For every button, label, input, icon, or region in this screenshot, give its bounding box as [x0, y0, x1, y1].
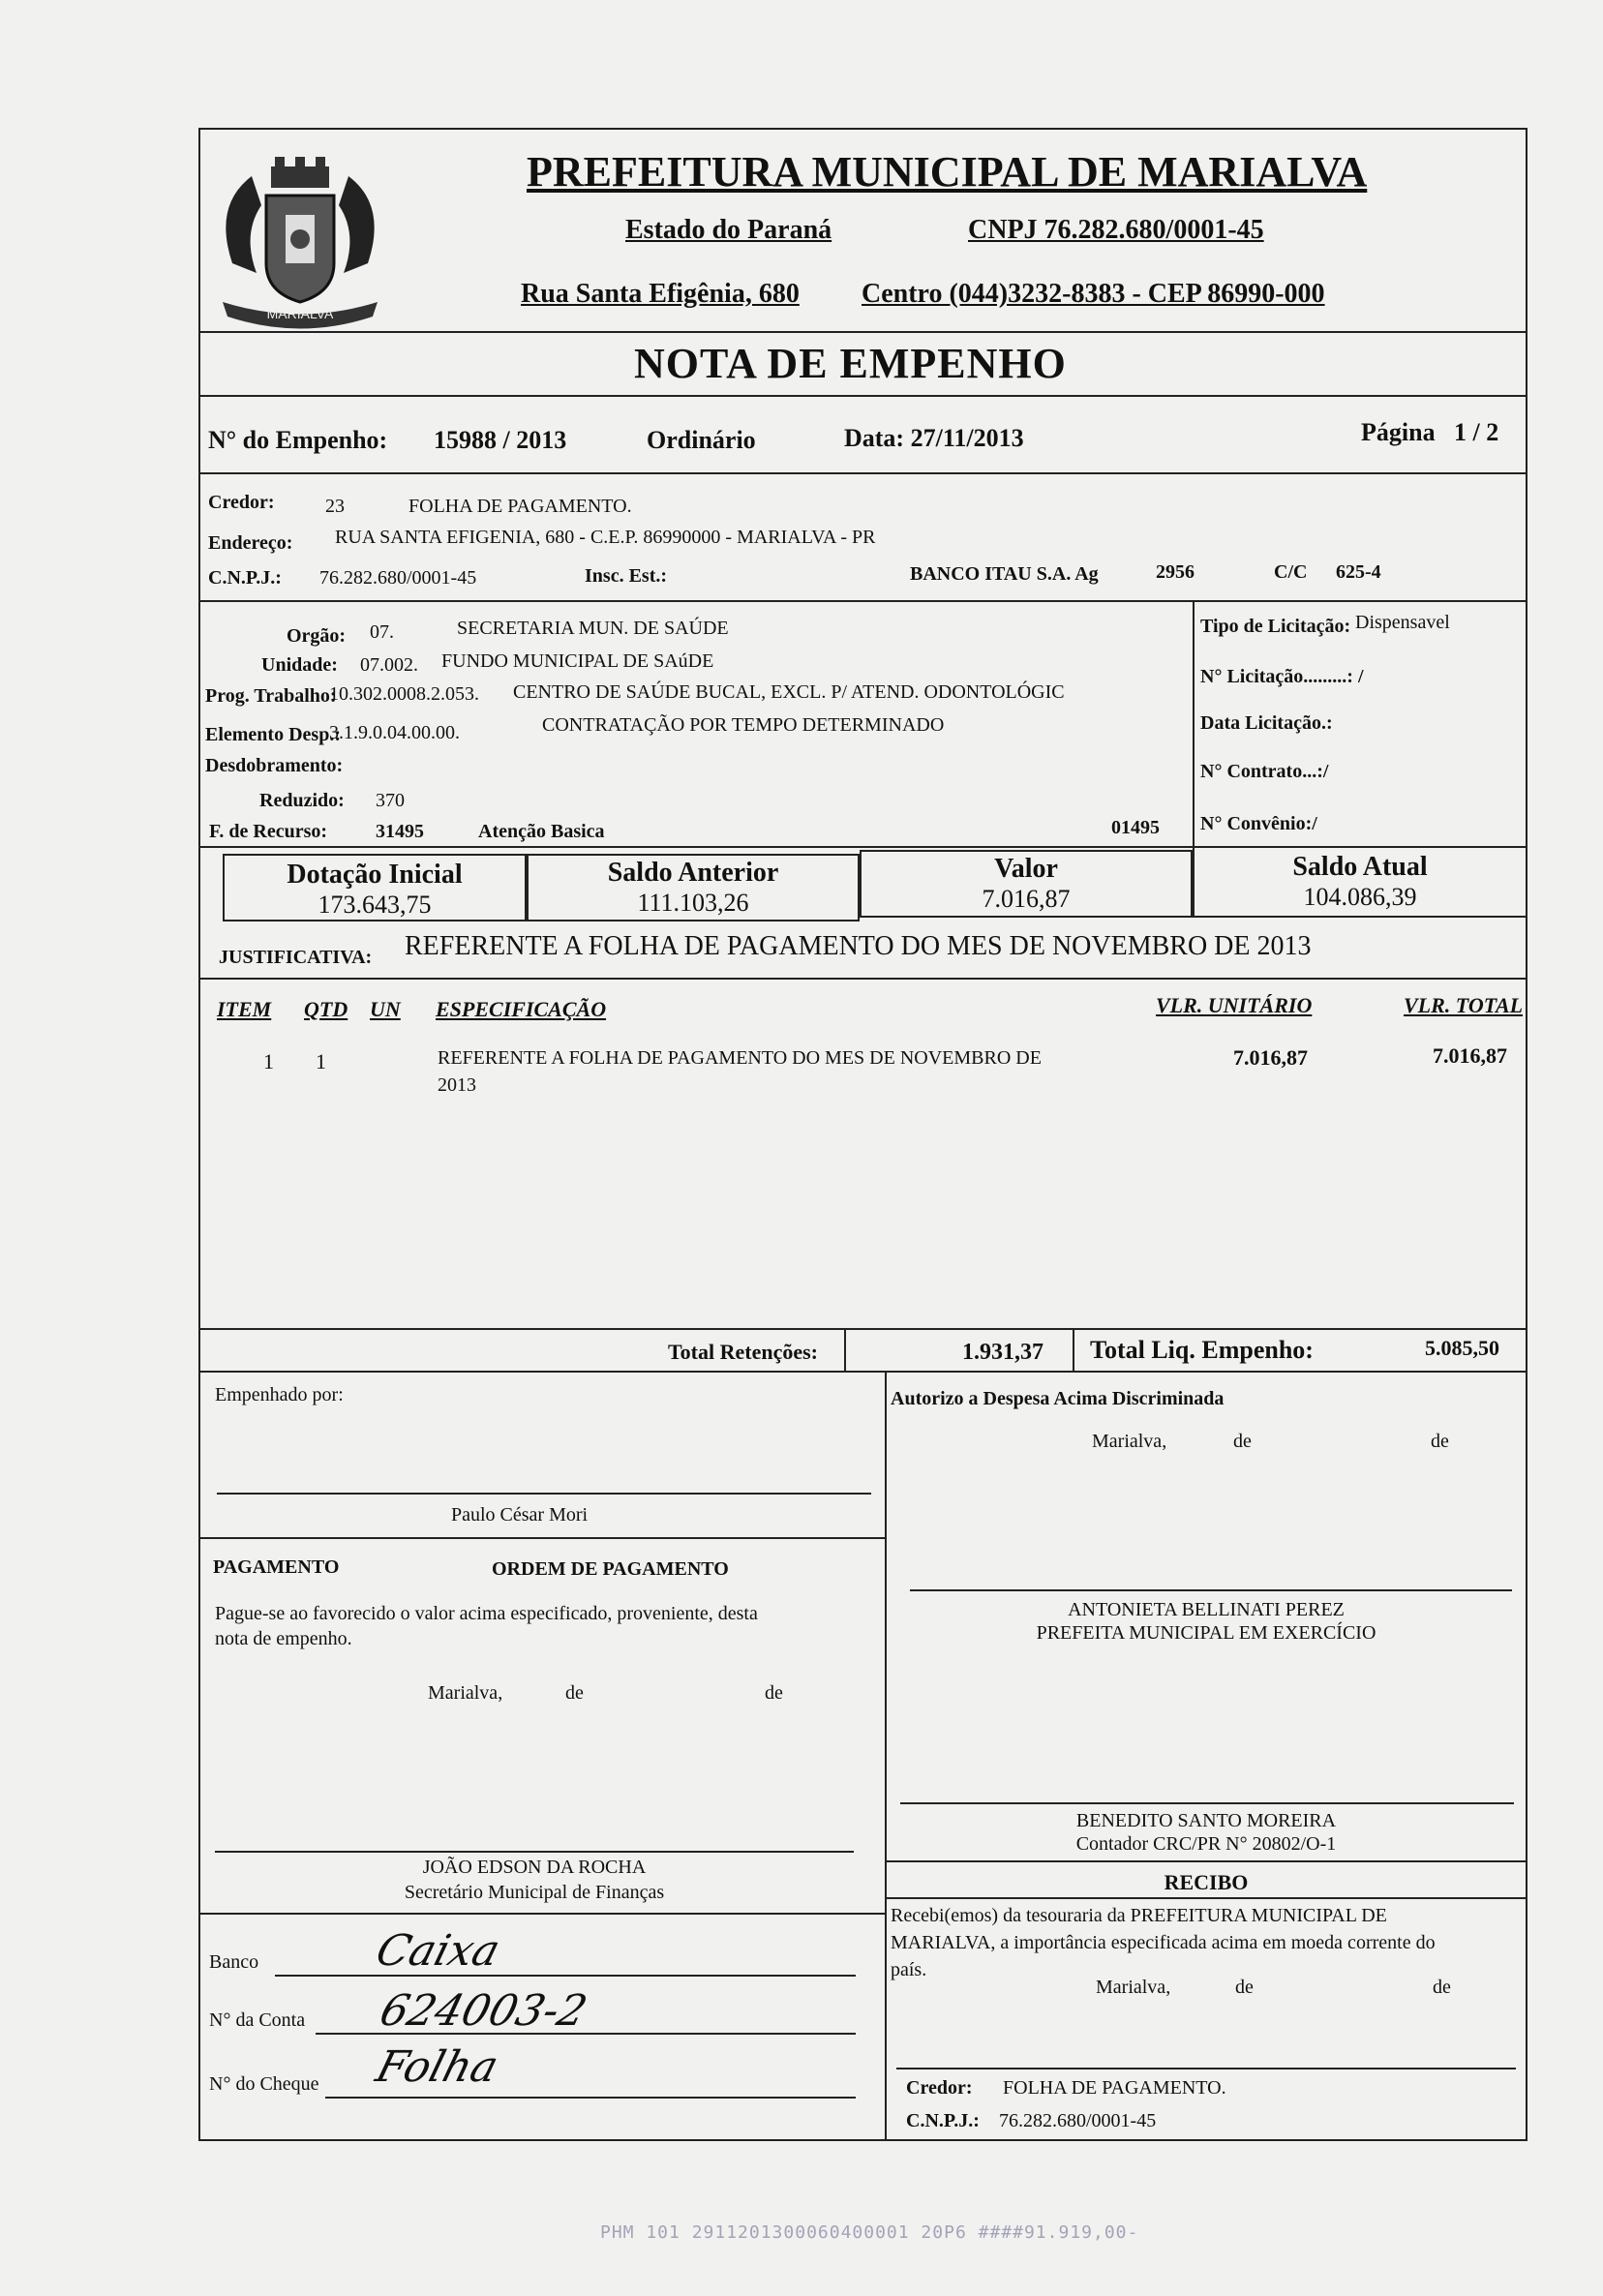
row-spec-line2: 2013 [438, 1074, 476, 1096]
retencoes-label: Total Retenções: [668, 1340, 818, 1364]
credor-label: Credor: [208, 492, 275, 513]
state-label: Estado do Paraná [625, 215, 832, 245]
recibo-line1: Recebi(emos) da tesouraria da PREFEITURA MUNICIPAL DE [891, 1905, 1387, 1926]
numero-convenio: N° Convênio:/ [1200, 813, 1317, 834]
banco-handwritten: Caixa [371, 1926, 505, 1976]
pagamento-de2: de [765, 1682, 783, 1704]
authentication-stamp: PHM 101 2911201300060400001 20P6 ####91.919,00- [600, 2222, 1139, 2243]
orgao-code: 07. [370, 621, 394, 643]
pagamento-de1: de [565, 1682, 584, 1704]
header-un: UN [370, 997, 401, 1021]
cnpj-credor-value: 76.282.680/0001-45 [319, 567, 477, 589]
row-spec-line1: REFERENTE A FOLHA DE PAGAMENTO DO MES DE NOVEMBRO DE [438, 1047, 1042, 1069]
cheque-handwritten: Folha [371, 2042, 504, 2092]
prog-code: 10.302.0008.2.053. [329, 683, 479, 705]
saldo-atual-label: Saldo Atual [1292, 852, 1428, 882]
orgao-name: SECRETARIA MUN. DE SAÚDE [457, 618, 729, 639]
retencoes-value: 1.931,37 [962, 1340, 1043, 1365]
recibo-credor-label: Credor: [906, 2077, 973, 2099]
insc-est-label: Insc. Est.: [585, 565, 668, 587]
recibo-title: RECIBO [1164, 1870, 1249, 1894]
contador-signature-line [900, 1802, 1514, 1804]
prefeita-signature-line [910, 1589, 1512, 1591]
liquido-label: Total Liq. Empenho: [1090, 1336, 1314, 1364]
document-title: NOTA DE EMPENHO [634, 340, 1067, 387]
pagamento-text-line2: nota de empenho. [215, 1628, 352, 1649]
saldo-atual-value: 104.086,39 [1303, 883, 1417, 911]
credor-code: 23 [325, 496, 345, 517]
prefeita-name: ANTONIETA BELLINATI PEREZ [1068, 1599, 1345, 1620]
pagamento-city: Marialva, [428, 1682, 503, 1704]
agencia-value: 2956 [1156, 561, 1195, 583]
unidade-label: Unidade: [261, 654, 338, 676]
recurso-name: Atenção Basica [478, 821, 605, 842]
empenho-number: 15988 / 2013 [434, 426, 567, 454]
banco-field-line [275, 1975, 856, 1977]
conta-field-label: N° da Conta [209, 2009, 306, 2031]
autorizo-label: Autorizo a Despesa Acima Discriminada [891, 1388, 1225, 1409]
orgao-label: Orgão: [287, 625, 347, 647]
numero-contrato: N° Contrato...:/ [1200, 761, 1329, 782]
liquido-value: 5.085,50 [1425, 1336, 1499, 1360]
empenho-date: Data: 27/11/2013 [844, 424, 1024, 452]
autorizo-de2: de [1431, 1431, 1449, 1452]
recurso-label: F. de Recurso: [209, 821, 328, 842]
header-spec: ESPECIFICAÇÃO [436, 997, 607, 1021]
cheque-field-label: N° do Cheque [209, 2073, 319, 2095]
empenho-type: Ordinário [647, 426, 756, 454]
cheque-field-line [325, 2097, 856, 2099]
cc-label: C/C [1274, 561, 1308, 583]
elem-code: 3.1.9.0.04.00.00. [329, 722, 460, 743]
empenhado-signature-line [217, 1493, 871, 1495]
data-licitacao: Data Licitação.: [1200, 712, 1333, 734]
valor-label: Valor [994, 854, 1058, 884]
secretario-title: Secretário Municipal de Finanças [404, 1882, 665, 1903]
justificativa-label: JUSTIFICATIVA: [219, 947, 373, 968]
recibo-city: Marialva, [1096, 1977, 1171, 1998]
dotacao-inicial-value: 173.643,75 [318, 891, 432, 919]
reduzido-value: 370 [376, 790, 405, 811]
recurso-code: 31495 [376, 821, 424, 842]
valor-value: 7.016,87 [982, 885, 1071, 913]
pagamento-text-line1: Pague-se ao favorecido o valor acima especificado, proveniente, desta [215, 1603, 758, 1624]
page-label: Página [1361, 418, 1436, 446]
page-title: PREFEITURA MUNICIPAL DE MARIALVA [527, 148, 1368, 196]
contador-title: Contador CRC/PR N° 20802/O-1 [1075, 1833, 1337, 1855]
endereco-value: RUA SANTA EFIGENIA, 680 - C.E.P. 86990000 - MARIALVA - PR [335, 527, 876, 548]
credor-name: FOLHA DE PAGAMENTO. [408, 496, 632, 517]
row-unit: 7.016,87 [1233, 1045, 1308, 1070]
recibo-credor-value: FOLHA DE PAGAMENTO. [1003, 2077, 1226, 2099]
unidade-code: 07.002. [360, 654, 418, 676]
cnpj-credor-label: C.N.P.J.: [208, 567, 282, 589]
empenhado-name: Paulo César Mori [451, 1504, 589, 1526]
prog-name: CENTRO DE SAÚDE BUCAL, EXCL. P/ ATEND. ODONTOLÓGIC [513, 681, 1065, 703]
row-item: 1 [263, 1049, 274, 1073]
header-unit: VLR. UNITÁRIO [1156, 993, 1313, 1017]
recibo-de1: de [1235, 1977, 1254, 1998]
recurso-number: 01495 [1111, 817, 1160, 838]
recibo-de2: de [1433, 1977, 1451, 1998]
saldo-anterior-value: 111.103,26 [637, 889, 749, 917]
secretario-name: JOÃO EDSON DA ROCHA [422, 1857, 647, 1878]
header-item: ITEM [217, 997, 272, 1021]
autorizo-city: Marialva, [1092, 1431, 1167, 1452]
row-total: 7.016,87 [1433, 1043, 1507, 1068]
unidade-name: FUNDO MUNICIPAL DE SAúDE [441, 650, 714, 672]
header-total: VLR. TOTAL [1404, 993, 1524, 1017]
elem-label: Elemento Desp.: [205, 724, 341, 745]
conta-handwritten: 624003-2 [375, 1986, 592, 2036]
street-label: Rua Santa Efigênia, 680 [521, 279, 800, 309]
recibo-line2: MARIALVA, a importância especificada acima em moeda corrente do [891, 1932, 1436, 1953]
recibo-cnpj-value: 76.282.680/0001-45 [999, 2110, 1157, 2131]
tipo-licitacao-value: Dispensavel [1355, 612, 1450, 633]
prefeita-title: PREFEITA MUNICIPAL EM EXERCÍCIO [1036, 1622, 1376, 1644]
dotacao-inicial-label: Dotação Inicial [287, 860, 463, 890]
empenhado-label: Empenhado por: [215, 1384, 344, 1405]
empenho-label: N° do Empenho: [208, 426, 388, 454]
ordem-pagamento-label: ORDEM DE PAGAMENTO [492, 1558, 729, 1580]
coat-of-arms-icon [203, 147, 397, 341]
saldo-anterior-label: Saldo Anterior [607, 858, 779, 888]
elem-name: CONTRATAÇÃO POR TEMPO DETERMINADO [542, 714, 945, 736]
endereco-label: Endereço: [208, 532, 293, 554]
recibo-signature-line [896, 2068, 1516, 2069]
banco-field-label: Banco [209, 1951, 259, 1973]
justificativa-text: REFERENTE A FOLHA DE PAGAMENTO DO MES DE NOVEMBRO DE 2013 [405, 931, 1312, 961]
banco-label: BANCO ITAU S.A. Ag [910, 563, 1099, 585]
contact-label: Centro (044)3232-8383 - CEP 86990-000 [862, 279, 1325, 309]
numero-licitacao: N° Licitação.........: / [1200, 666, 1364, 687]
page-number: 1 / 2 [1454, 418, 1499, 446]
tipo-licitacao-label: Tipo de Licitação: [1200, 616, 1351, 637]
cc-value: 625-4 [1336, 561, 1381, 583]
contador-name: BENEDITO SANTO MOREIRA [1075, 1810, 1337, 1831]
svg-text:MARIALVA: MARIALVA [266, 306, 334, 321]
prog-label: Prog. Trabalho: [205, 685, 337, 707]
recibo-line3: país. [891, 1959, 927, 1980]
recibo-cnpj-label: C.N.P.J.: [906, 2110, 980, 2131]
reduzido-label: Reduzido: [259, 790, 345, 811]
cnpj-label: CNPJ 76.282.680/0001-45 [968, 215, 1264, 245]
row-qtd: 1 [316, 1049, 326, 1073]
autorizo-de1: de [1233, 1431, 1252, 1452]
header-qtd: QTD [304, 997, 348, 1021]
pagamento-label: PAGAMENTO [213, 1556, 340, 1578]
desdobramento-label: Desdobramento: [205, 755, 344, 776]
secretario-signature-line [215, 1851, 854, 1853]
